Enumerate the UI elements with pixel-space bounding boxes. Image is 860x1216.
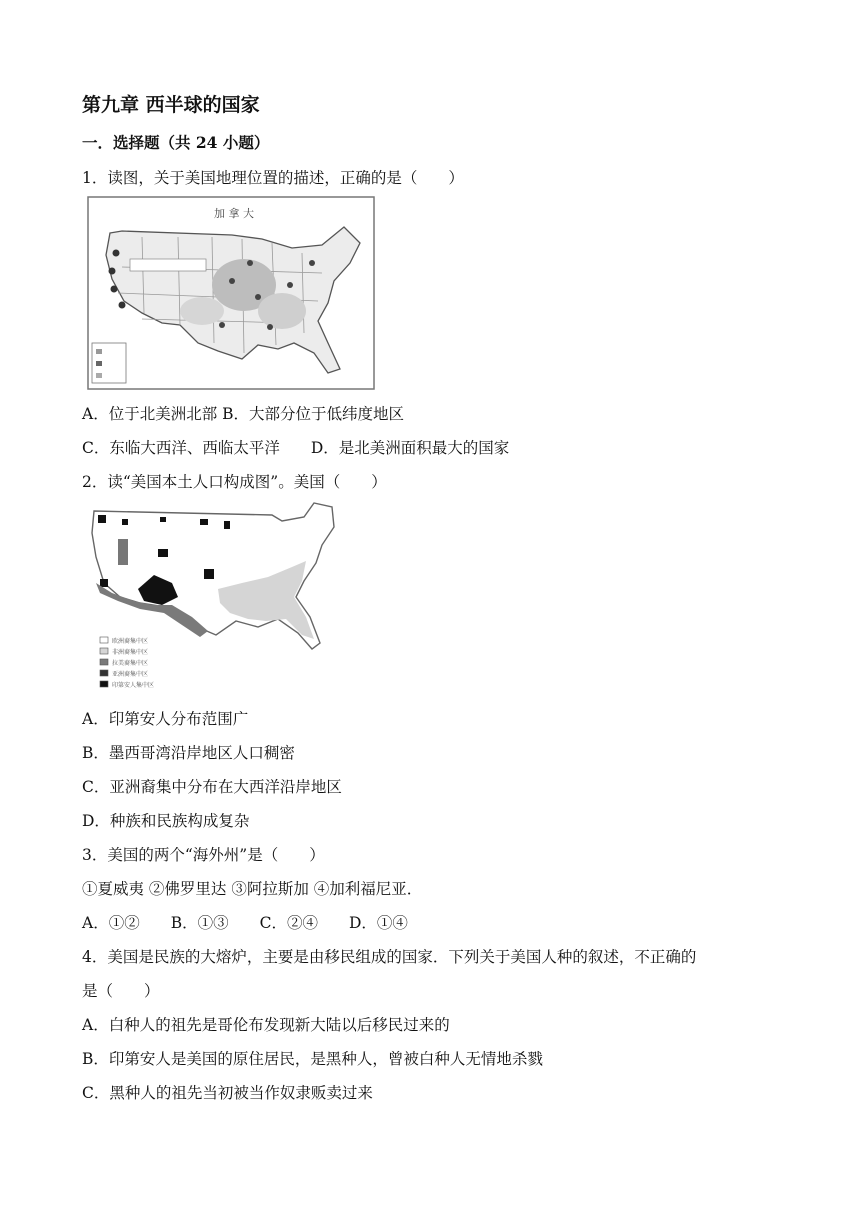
population-legend-2: 非洲裔集中区 bbox=[112, 649, 149, 656]
question-3-stem: 3．美国的两个“海外州”是（ ） bbox=[82, 846, 325, 864]
question-4-option-a: A．白种人的祖先是哥伦布发现新大陆以后移民过来的 bbox=[82, 1016, 450, 1034]
chapter-title: 第九章 西半球的国家 bbox=[82, 94, 260, 116]
question-2-option-b: B．墨西哥湾沿岸地区人口稠密 bbox=[82, 744, 295, 762]
question-4-option-c: C．黑种人的祖先当初被当作奴隶贩卖过来 bbox=[82, 1084, 373, 1102]
us-location-map bbox=[82, 193, 378, 393]
canada-label: 加 拿 大 bbox=[214, 207, 254, 220]
question-2-option-d: D．种族和民族构成复杂 bbox=[82, 812, 250, 830]
question-4-stem-line-1: 4．美国是民族的大熔炉，主要是由移民组成的国家．下列关于美国人种的叙述，不正确的 bbox=[82, 948, 697, 966]
question-1-stem: 1．读图，关于美国地理位置的描述，正确的是（ ） bbox=[82, 169, 464, 187]
question-4-option-b: B．印第安人是美国的原住居民，是黑种人，曾被白种人无情地杀戮 bbox=[82, 1050, 543, 1068]
question-3-choices: ①夏威夷 ②佛罗里达 ③阿拉斯加 ④加利福尼亚． bbox=[82, 880, 423, 898]
population-legend-3: 拉美裔集中区 bbox=[112, 660, 149, 667]
us-population-map bbox=[82, 497, 344, 701]
question-2-option-c: C．亚洲裔集中分布在大西洋沿岸地区 bbox=[82, 778, 342, 796]
population-legend-1: 欧洲裔集中区 bbox=[112, 638, 149, 645]
question-1-map-figure bbox=[82, 193, 378, 393]
question-1-options-line-2: C．东临大西洋、西临太平洋 D．是北美洲面积最大的国家 bbox=[82, 439, 510, 457]
population-legend-4: 亚洲裔集中区 bbox=[112, 671, 149, 678]
question-2-population-map-figure bbox=[82, 497, 344, 701]
question-2-option-a: A．印第安人分布范围广 bbox=[82, 710, 249, 728]
question-1-options-line-1: A．位于北美洲北部 B．大部分位于低纬度地区 bbox=[82, 405, 405, 423]
question-3-options: A．①② B．①③ C．②④ D．①④ bbox=[82, 914, 408, 932]
question-2-stem: 2．读“美国本土人口构成图”。美国（ ） bbox=[82, 473, 387, 491]
section-heading: 一．选择题（共 24 小题） bbox=[82, 133, 270, 152]
population-legend-5: 印第安人集中区 bbox=[112, 682, 155, 689]
question-4-stem-line-2: 是（ ） bbox=[82, 982, 160, 1000]
